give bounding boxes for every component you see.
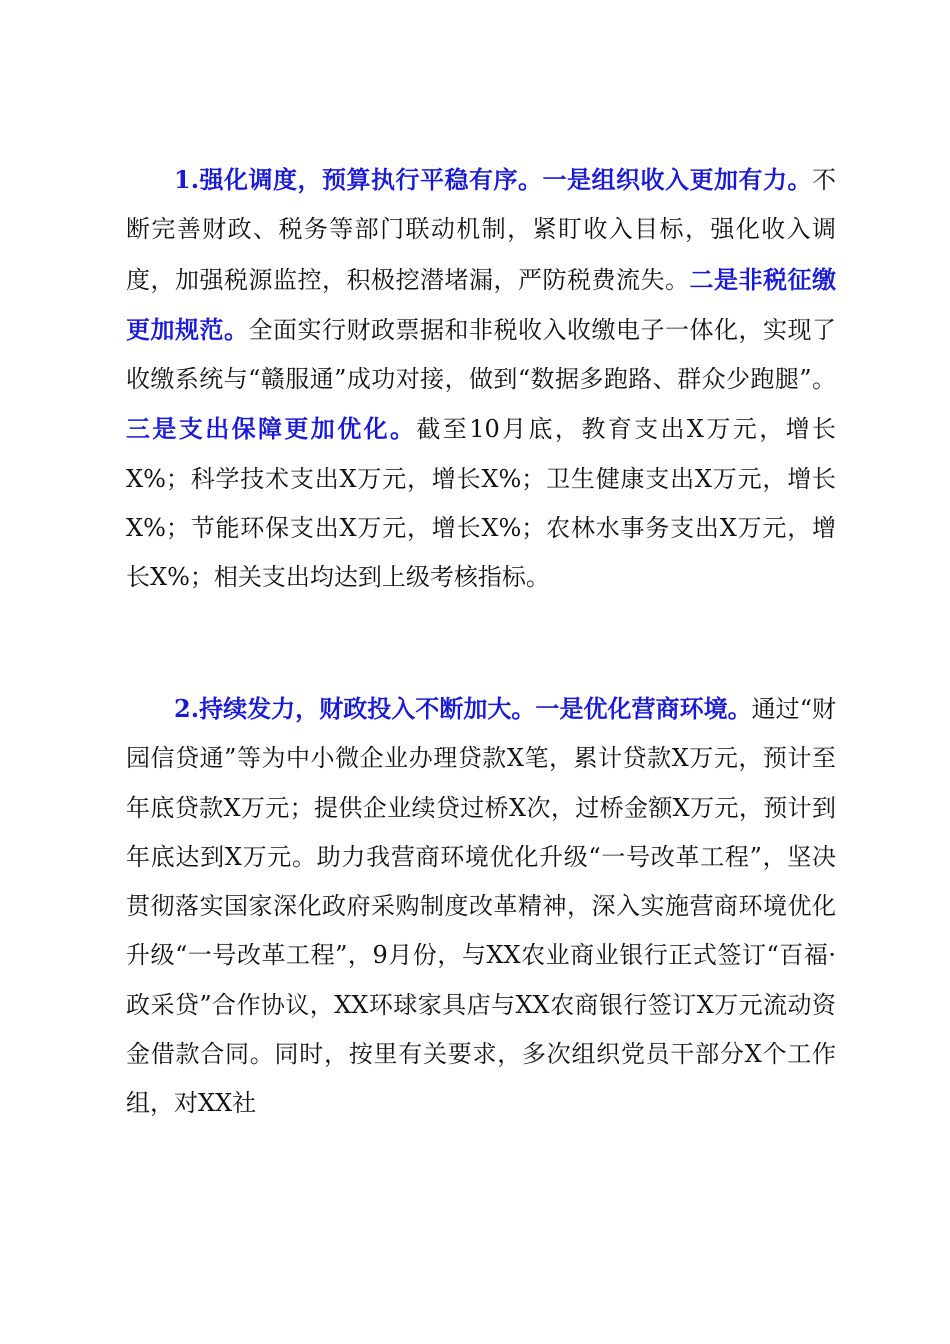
heading-fiscal-investment: 2.持续发力，财政投入不断加大。一是优化营商环境。 (174, 694, 752, 723)
body-text: 不断完善财政、税务等部门联动机制，紧盯收入目标，强化收入调度，加强税源监控，积极挖潜堵漏，严防税费流失。 (126, 166, 836, 294)
subheading-non-tax-collection: 二是非税征缴更加规范。 (126, 264, 836, 344)
body-text: 通过“财园信贷通”等为中小微企业办理贷款X笔，累计贷款X万元，预计至年底贷款X万元；提供企业续贷过桥X次，过桥金额X万元，预计到年底达到X万元。助力我营商环境优化升级“一号改革工程”，坚决贯彻落实国家深化政府采购制度改革精神，深入实施营商环境优化升级“一号改革工程”，9月份，与XX农业商业银行正式签订“百福·政采贷”合作协议，XX环球家具店与XX农商银行签订X万元流动资金借款合同。同时，按里有关要求，多次组织党员干部分X个工作组，对XX社 (126, 695, 836, 1118)
subheading-expenditure-guarantee: 三是支出保障更加优化。 (126, 414, 417, 444)
heading-budget-execution: 1.强化调度，预算执行平稳有序。一是组织收入更加有力。 (174, 165, 812, 194)
body-text: 全面实行财政票据和非税收入收缴电子一体化，实现了收缴系统与“赣服通”成功对接，做到“数据多跑路、群众少跑腿”。 (126, 315, 836, 394)
paragraph-budget-execution (126, 155, 836, 603)
paragraph-fiscal-investment (126, 684, 836, 1129)
body-text: 截至10月底，教育支出X万元，增长X%；科学技术支出X万元，增长X%；卫生健康支出X万元，增长X%；节能环保支出X万元，增长X%；农林水事务支出X万元，增长X%；相关支出均达到上级考核指标。 (126, 415, 837, 592)
